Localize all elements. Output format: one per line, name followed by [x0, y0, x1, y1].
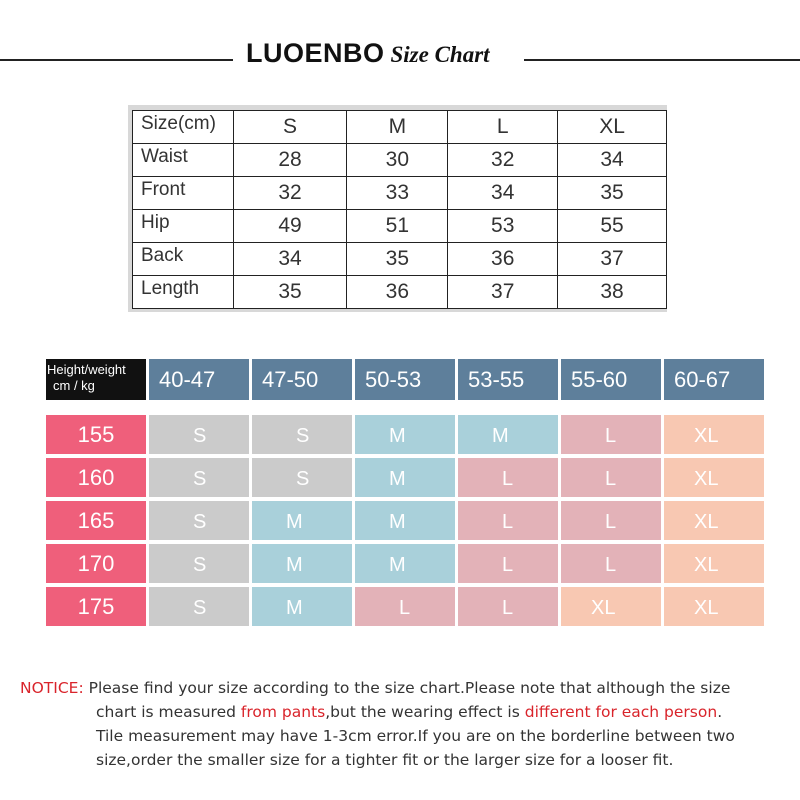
table-row: [133, 210, 667, 243]
notice-line-3: Tile measurement may have 1-3cm error.If you are on the borderline between two: [96, 727, 735, 745]
table-cell: 36: [448, 243, 558, 276]
notice-part-4: ,but the wearing effect is: [325, 703, 525, 721]
table-cell: 28: [233, 144, 347, 177]
size-cell: XL: [664, 544, 764, 583]
size-cell: L: [355, 587, 455, 626]
size-cell: S: [149, 458, 249, 497]
height-label: 155: [46, 415, 146, 454]
row-label: Front: [133, 177, 234, 210]
table-row: [133, 177, 667, 210]
size-cell: S: [149, 501, 249, 540]
title-rule-left: [0, 59, 233, 61]
size-cell: L: [458, 501, 558, 540]
size-cell: L: [561, 458, 661, 497]
title-rule-right: [524, 59, 800, 61]
size-cell: L: [458, 587, 558, 626]
header-size-s: S: [233, 111, 347, 144]
table-cell: 55: [558, 210, 667, 243]
table-cell: 34: [233, 243, 347, 276]
notice-part-6: .: [717, 703, 723, 721]
header-size-m: M: [347, 111, 448, 144]
size-cell: L: [458, 458, 558, 497]
brand-name: LUOENBO: [246, 38, 385, 68]
corner-line-2: cm / kg: [53, 378, 95, 393]
size-cell: M: [252, 501, 352, 540]
weight-header: 53-55: [458, 359, 558, 400]
size-cell: L: [561, 501, 661, 540]
size-cell: XL: [561, 587, 661, 626]
table-cell: 38: [558, 276, 667, 309]
table-cell: 35: [558, 177, 667, 210]
row-label: Waist: [133, 144, 234, 177]
height-label: 175: [46, 587, 146, 626]
row-label: Hip: [133, 210, 234, 243]
size-cell: L: [458, 544, 558, 583]
size-cell: XL: [664, 501, 764, 540]
size-cell: S: [252, 458, 352, 497]
weight-header: 47-50: [252, 359, 352, 400]
notice-line-2: [20, 700, 760, 724]
size-cell: M: [355, 544, 455, 583]
row-label: Back: [133, 243, 234, 276]
table-cell: 32: [233, 177, 347, 210]
size-cell: XL: [664, 415, 764, 454]
weight-header: 40-47: [149, 359, 249, 400]
measurement-table-panel: [128, 105, 667, 312]
table-row: [133, 243, 667, 276]
weight-header: 60-67: [664, 359, 764, 400]
size-cell: M: [355, 458, 455, 497]
size-cell: S: [149, 587, 249, 626]
weight-header: 50-53: [355, 359, 455, 400]
page-title: [246, 38, 490, 69]
size-cell: S: [149, 415, 249, 454]
notice-highlight-1: from pants: [240, 703, 326, 721]
measurement-table: [132, 110, 667, 309]
size-cell: S: [252, 415, 352, 454]
size-cell: M: [252, 587, 352, 626]
height-label: 170: [46, 544, 146, 583]
corner-line-1: Height/weight: [47, 362, 126, 377]
size-cell: M: [252, 544, 352, 583]
size-cell: M: [355, 501, 455, 540]
notice-label: NOTICE:: [20, 679, 84, 697]
table-cell: 37: [558, 243, 667, 276]
table-cell: 30: [347, 144, 448, 177]
notice-text: [20, 676, 760, 772]
size-cell: M: [458, 415, 558, 454]
row-label: Length: [133, 276, 234, 309]
header-size-cm: Size(cm): [133, 111, 234, 144]
size-cell: L: [561, 415, 661, 454]
notice-highlight-2: different for each person: [524, 703, 718, 721]
table-cell: 36: [347, 276, 448, 309]
table-cell: 51: [347, 210, 448, 243]
height-label: 160: [46, 458, 146, 497]
header-size-l: L: [448, 111, 558, 144]
notice-part-1: Please find your size according to the size chart.Please note that although the size: [83, 679, 731, 697]
table-cell: 35: [233, 276, 347, 309]
notice-line-1: [20, 676, 760, 700]
size-cell: M: [355, 415, 455, 454]
grid-corner-label: [46, 359, 146, 400]
weight-header: 55-60: [561, 359, 661, 400]
notice-part-2: chart is measured: [96, 703, 241, 721]
size-cell: S: [149, 544, 249, 583]
table-cell: 34: [448, 177, 558, 210]
table-cell: 33: [347, 177, 448, 210]
table-cell: 32: [448, 144, 558, 177]
size-cell: XL: [664, 587, 764, 626]
table-cell: 49: [233, 210, 347, 243]
table-row: [133, 276, 667, 309]
table-cell: 34: [558, 144, 667, 177]
table-cell: 37: [448, 276, 558, 309]
table-cell: 35: [347, 243, 448, 276]
notice-line-4: size,order the smaller size for a tighter fit or the larger size for a looser fit.: [96, 751, 674, 769]
table-cell: 53: [448, 210, 558, 243]
title-row: [0, 38, 800, 78]
size-cell: XL: [664, 458, 764, 497]
header-size-xl: XL: [558, 111, 667, 144]
size-cell: L: [561, 544, 661, 583]
height-label: 165: [46, 501, 146, 540]
chart-subtitle: Size Chart: [390, 42, 490, 67]
table-header-row: [133, 111, 667, 144]
table-row: [133, 144, 667, 177]
